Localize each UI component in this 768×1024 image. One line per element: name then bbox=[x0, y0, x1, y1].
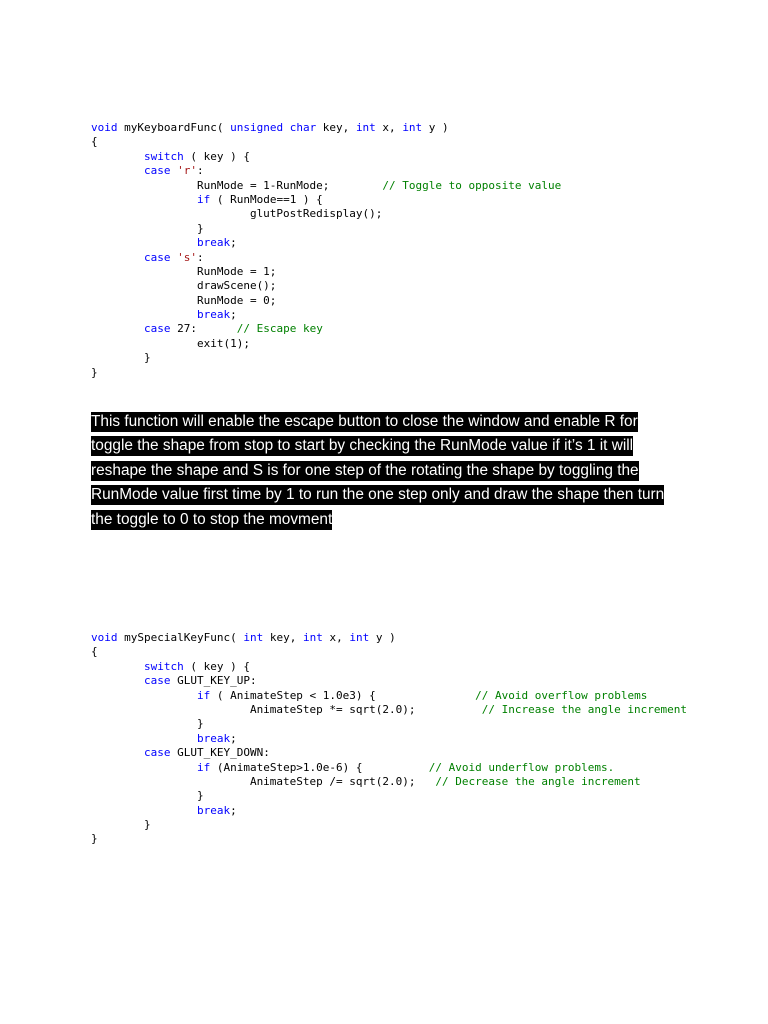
code-string: 's' bbox=[177, 250, 197, 264]
code-comment: // Escape key bbox=[236, 322, 323, 336]
code-keyword: int bbox=[302, 631, 323, 644]
code-line bbox=[91, 236, 561, 250]
code-token: : bbox=[196, 164, 204, 178]
code-line bbox=[91, 761, 687, 775]
code-keyword: int bbox=[349, 631, 370, 644]
code-line bbox=[91, 804, 687, 818]
code-token: y ) bbox=[422, 121, 449, 134]
code-token: ( AnimateStep < 1.0e3) { bbox=[210, 688, 476, 702]
code-token: 27: bbox=[170, 322, 237, 336]
explanation-paragraph bbox=[91, 410, 671, 532]
code-token: } bbox=[91, 221, 204, 235]
highlighted-paragraph-text: This function will enable the escape button to close the window and enable R for toggle the shape from stop to start by checking the RunMode value if it’s 1 it will reshape the shape and S is for one step of the rotating the shape by toggling the RunMode value first time by 1 to run the one step only and draw the shape then turn the toggle to 0 to stop the movment bbox=[91, 413, 665, 528]
code-keyword: case bbox=[143, 674, 171, 688]
code-token bbox=[91, 804, 197, 817]
code-line bbox=[91, 308, 561, 322]
code-token: RunMode = 1-RunMode; bbox=[91, 178, 383, 192]
code-token: exit(1); bbox=[91, 336, 250, 350]
code-line bbox=[91, 265, 561, 279]
code-token: RunMode = 1; bbox=[91, 264, 277, 278]
code-token bbox=[91, 761, 197, 774]
code-keyword: void bbox=[91, 121, 118, 134]
code-comment: // Avoid underflow problems. bbox=[428, 760, 615, 774]
code-token: } bbox=[91, 351, 151, 365]
code-token: : bbox=[196, 250, 204, 264]
code-keyword: unsigned char bbox=[230, 121, 317, 134]
code-line bbox=[91, 322, 561, 336]
code-token bbox=[91, 164, 144, 177]
code-keyword: int bbox=[402, 121, 423, 134]
code-token: { bbox=[91, 645, 98, 659]
code-token: y ) bbox=[369, 631, 396, 644]
code-token: key, bbox=[316, 121, 356, 134]
code-keyword: if bbox=[196, 688, 211, 702]
code-token bbox=[91, 193, 197, 206]
code-token: } bbox=[91, 789, 204, 803]
code-line bbox=[91, 337, 561, 351]
code-keyword: if bbox=[196, 192, 211, 206]
code-token bbox=[91, 689, 197, 702]
code-line bbox=[91, 251, 561, 265]
code-token bbox=[91, 150, 144, 163]
code-line bbox=[91, 631, 687, 645]
code-token bbox=[91, 674, 144, 687]
code-token: } bbox=[91, 717, 204, 731]
code-keyword: int bbox=[355, 121, 376, 134]
code-token: drawScene(); bbox=[91, 279, 277, 293]
code-token: ; bbox=[230, 803, 237, 817]
code-token bbox=[91, 308, 197, 321]
code-keyword: if bbox=[196, 760, 211, 774]
code-token: ( RunMode==1 ) { bbox=[210, 192, 323, 206]
code-line bbox=[91, 674, 687, 688]
code-line bbox=[91, 645, 687, 659]
code-comment: // Decrease the angle increment bbox=[435, 774, 641, 788]
code-token: (AnimateStep>1.0e-6) { bbox=[210, 760, 429, 774]
code-keyword: case bbox=[143, 250, 171, 264]
code-keyword: break bbox=[196, 308, 231, 322]
code-token: GLUT_KEY_DOWN: bbox=[170, 746, 270, 760]
code-token bbox=[91, 732, 197, 745]
code-keyword: switch bbox=[143, 659, 184, 673]
code-comment: // Avoid overflow problems bbox=[475, 688, 648, 702]
code-line bbox=[91, 351, 561, 365]
code-comment: // Increase the angle increment bbox=[481, 702, 688, 716]
code-token: x, bbox=[322, 631, 350, 644]
code-keyword: break bbox=[196, 236, 231, 250]
code-line bbox=[91, 222, 561, 236]
code-token: AnimateStep *= sqrt(2.0); bbox=[91, 702, 482, 716]
code-line bbox=[91, 818, 687, 832]
code-line bbox=[91, 164, 561, 178]
code-token: RunMode = 0; bbox=[91, 293, 277, 307]
code-token: key, bbox=[263, 631, 303, 644]
code-line bbox=[91, 789, 687, 803]
special-key-func-code-block bbox=[91, 631, 687, 847]
code-line bbox=[91, 135, 561, 149]
code-line bbox=[91, 193, 561, 207]
code-line bbox=[91, 121, 561, 135]
code-token: { bbox=[91, 135, 98, 149]
code-token: } bbox=[91, 832, 98, 846]
code-line bbox=[91, 179, 561, 193]
code-token: ; bbox=[230, 731, 237, 745]
code-token: ( key ) { bbox=[183, 659, 250, 673]
code-string: 'r' bbox=[177, 164, 197, 178]
code-keyword: void bbox=[91, 631, 118, 644]
code-keyword: switch bbox=[143, 149, 184, 163]
code-token bbox=[91, 322, 144, 335]
code-token: mySpecialKeyFunc( bbox=[117, 631, 244, 644]
code-line bbox=[91, 279, 561, 293]
code-token: ( key ) { bbox=[183, 149, 250, 163]
code-token bbox=[91, 660, 144, 673]
code-keyword: case bbox=[143, 164, 171, 178]
code-token: x, bbox=[375, 121, 403, 134]
code-token: ; bbox=[230, 236, 237, 250]
code-line bbox=[91, 689, 687, 703]
code-line bbox=[91, 703, 687, 717]
code-line bbox=[91, 746, 687, 760]
code-keyword: int bbox=[243, 631, 264, 644]
code-token bbox=[91, 251, 144, 264]
code-token: GLUT_KEY_UP: bbox=[170, 674, 257, 688]
code-token: } bbox=[91, 365, 98, 379]
code-keyword: break bbox=[196, 803, 231, 817]
keyboard-func-code-block bbox=[91, 121, 561, 380]
code-token bbox=[91, 746, 144, 759]
code-token bbox=[91, 236, 197, 249]
code-token: AnimateStep /= sqrt(2.0); bbox=[91, 774, 436, 788]
code-line bbox=[91, 294, 561, 308]
code-keyword: case bbox=[143, 746, 171, 760]
code-comment: // Toggle to opposite value bbox=[382, 178, 562, 192]
code-line bbox=[91, 732, 687, 746]
code-line bbox=[91, 775, 687, 789]
code-token: ; bbox=[230, 308, 237, 322]
code-token: myKeyboardFunc( bbox=[117, 121, 231, 134]
code-line bbox=[91, 832, 687, 846]
code-token: glutPostRedisplay(); bbox=[91, 207, 383, 221]
code-token: } bbox=[91, 818, 151, 832]
code-keyword: case bbox=[143, 322, 171, 336]
code-line bbox=[91, 366, 561, 380]
code-line bbox=[91, 207, 561, 221]
code-line bbox=[91, 717, 687, 731]
code-line bbox=[91, 150, 561, 164]
code-keyword: break bbox=[196, 731, 231, 745]
code-line bbox=[91, 660, 687, 674]
